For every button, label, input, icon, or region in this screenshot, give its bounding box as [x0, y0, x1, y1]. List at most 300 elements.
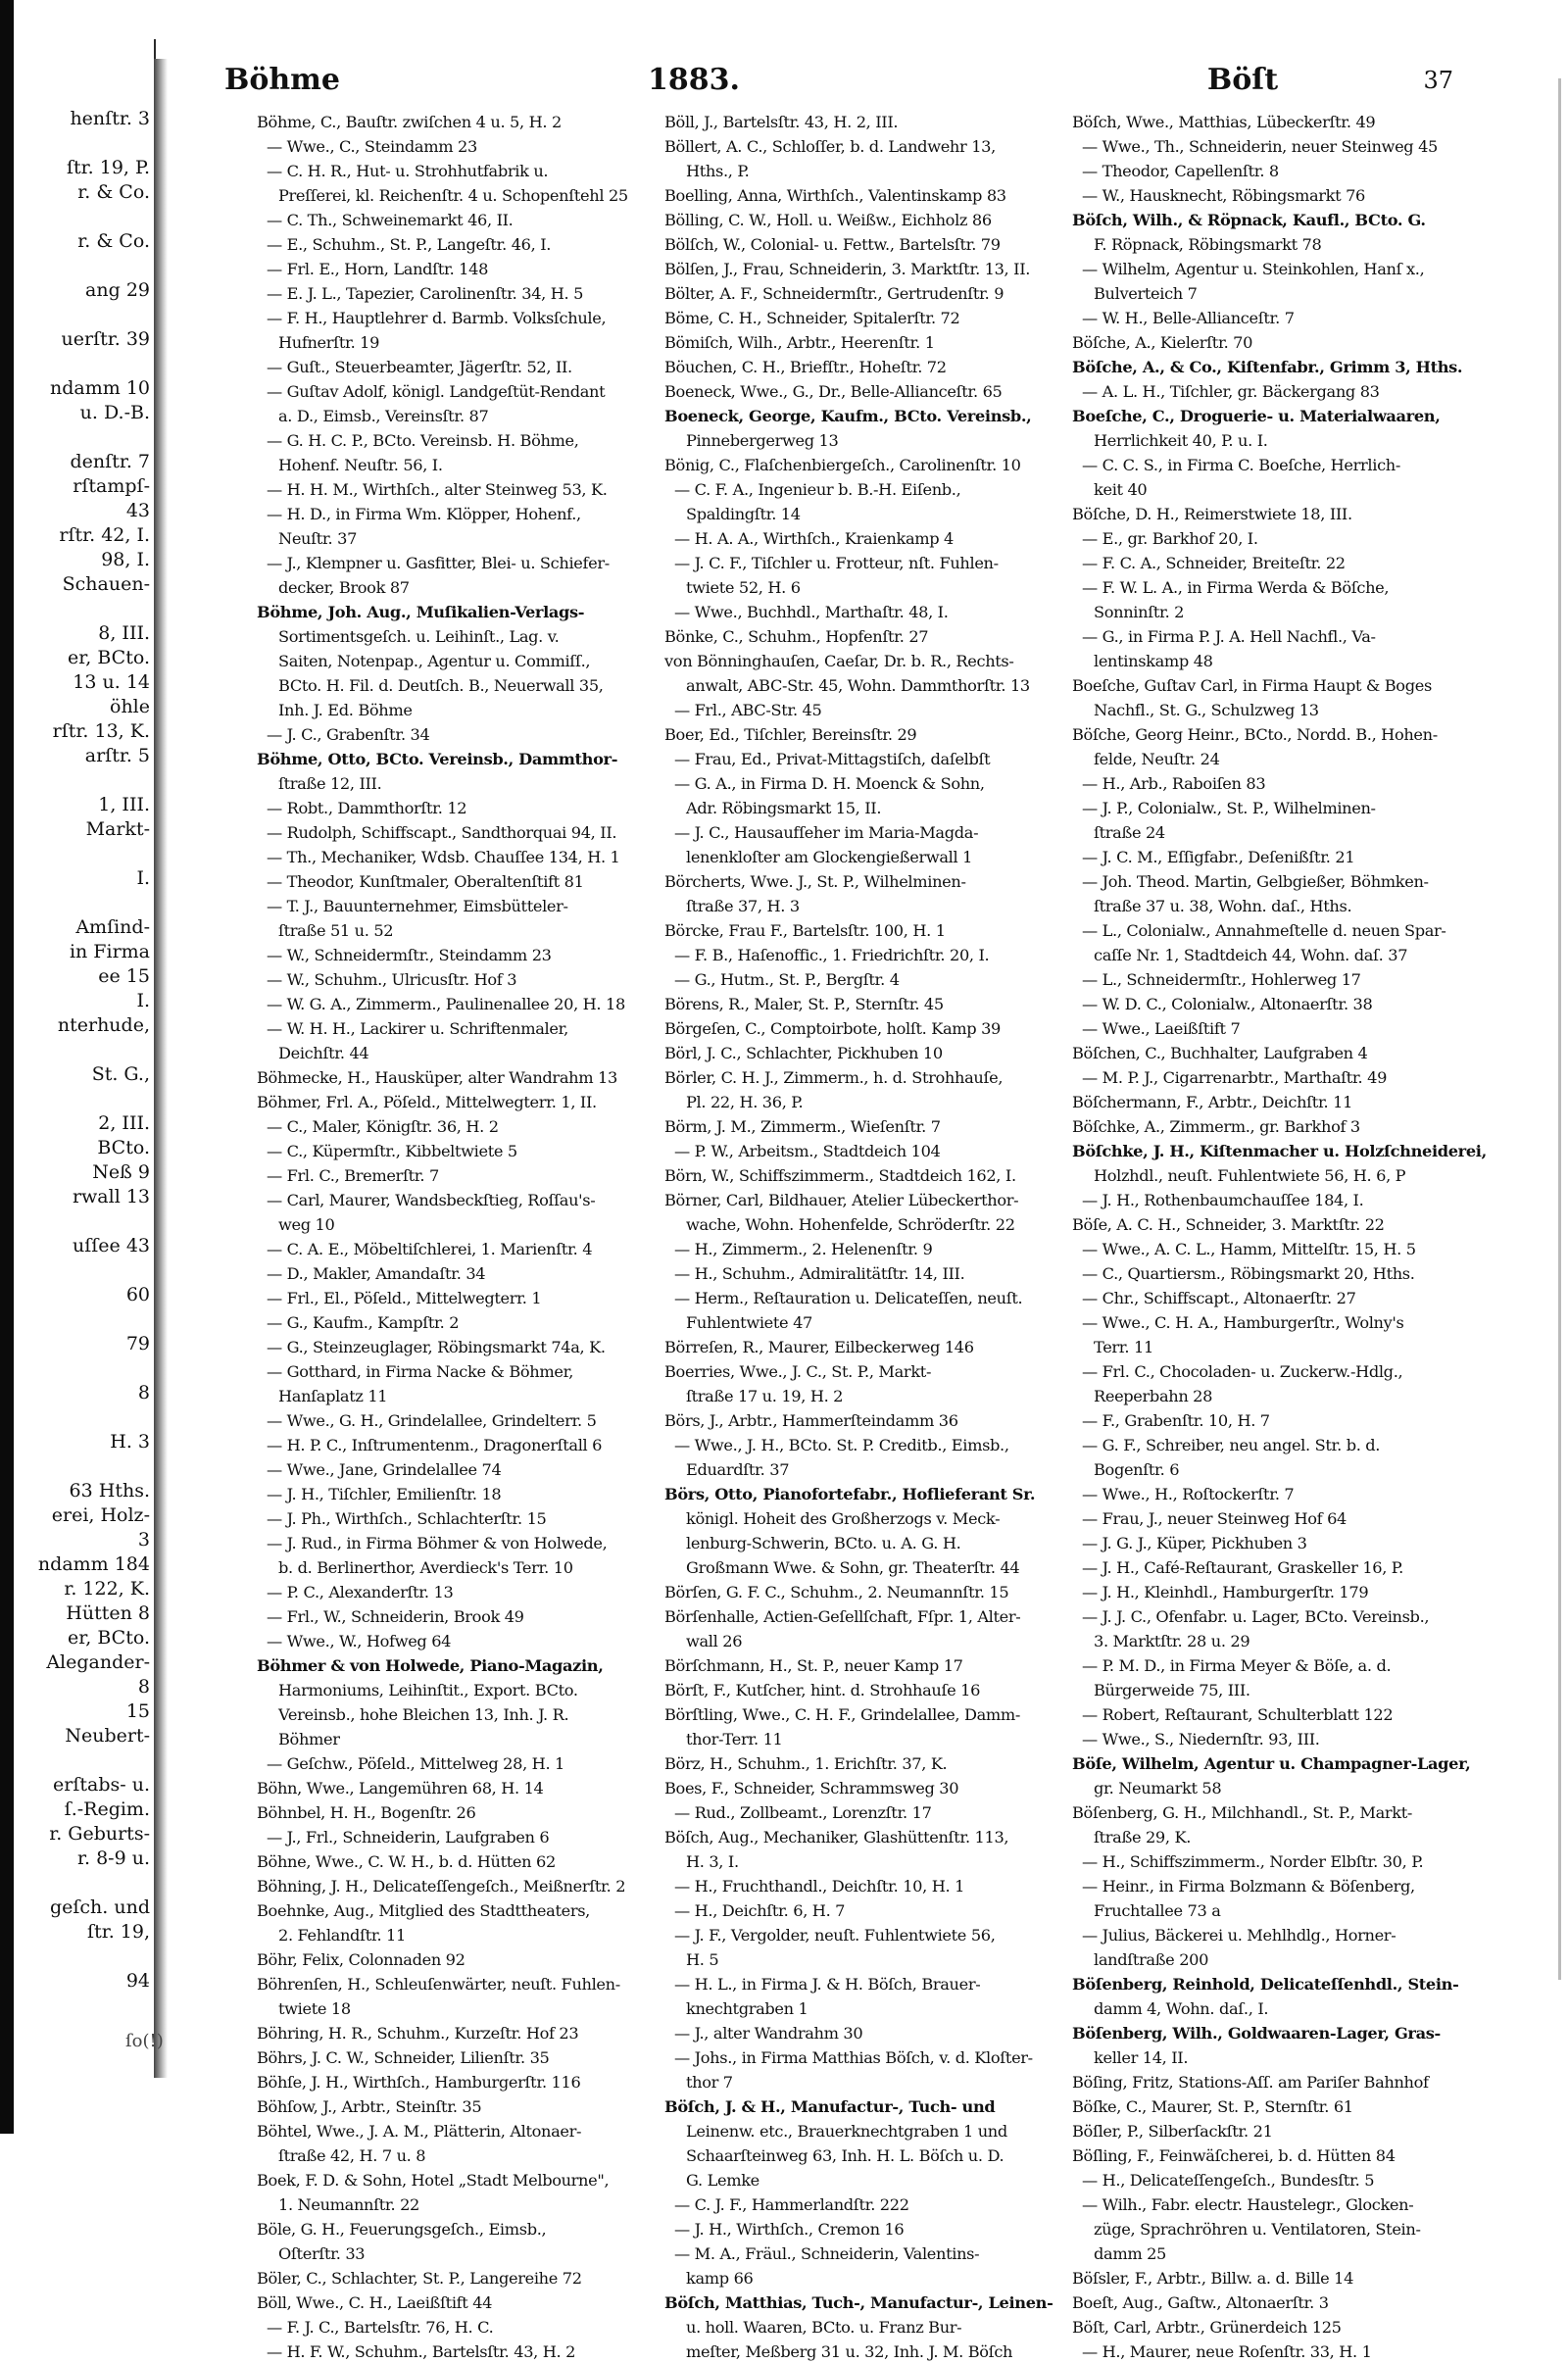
entry-continuation-line: thor 7	[686, 2073, 733, 2092]
previous-page-fragment: ee 15	[98, 965, 150, 987]
entry-continuation-line: Neuſtr. 37	[278, 529, 358, 548]
header-year: 1883.	[648, 63, 740, 97]
entry-continuation-line: Pinnebergerweg 13	[686, 431, 839, 450]
directory-entry-line: — G., Kaufm., Kampſtr. 2	[267, 1313, 460, 1332]
entry-continuation-line: gr. Neumarkt 58	[1094, 1779, 1222, 1798]
directory-entry-line: — M. P. J., Cigarrenarbtr., Marthaſtr. 49	[1082, 1068, 1388, 1087]
directory-entry-line: Böſsler, F., Arbtr., Billw. a. d. Bille 14	[1072, 2269, 1354, 2288]
directory-entry-line: — Geſchw., Pöſeld., Mittelweg 28, H. 1	[267, 1754, 564, 1773]
entry-continuation-line: meſter, Meßberg 31 u. 32, Inh. J. M. Böſch	[686, 2342, 1013, 2361]
book-gutter-shadow	[154, 59, 168, 2078]
entry-continuation-line: felde, Neuſtr. 24	[1094, 750, 1220, 768]
directory-entry-line: Bönke, C., Schuhm., Hopfenſtr. 27	[664, 627, 929, 646]
previous-page-fragment: erei, Holz-	[51, 1504, 150, 1526]
entry-continuation-line: ſtraße 37, H. 3	[686, 897, 800, 915]
directory-entry-line: — Frl., El., Pöſeld., Mittelwegterr. 1	[267, 1289, 542, 1307]
entry-continuation-line: a. D., Eimsb., Vereinsſtr. 87	[278, 407, 489, 425]
entry-continuation-line: ſtraße 29, K.	[1094, 1828, 1192, 1847]
directory-entry-line: Boeneck, Wwe., G., Dr., Belle-Allianceſtr. 65	[664, 382, 1003, 401]
previous-page-fragment: in Firma	[69, 941, 150, 962]
directory-entry-line: — C. H. R., Hut- u. Strohhutfabrik u.	[267, 162, 549, 180]
directory-entry-line: — W., Hausknecht, Röbingsmarkt 76	[1082, 186, 1365, 205]
previous-page-fragment: Neß 9	[92, 1161, 150, 1183]
previous-page-fragment: ang 29	[85, 279, 150, 301]
directory-entry-line: — M. A., Fräul., Schneiderin, Valentins-	[674, 2244, 980, 2263]
entry-continuation-line: königl. Hoheit des Großherzogs v. Meck-	[686, 1509, 1001, 1528]
entry-continuation-line: Schaarſteinweg 63, Inh. H. L. Böſch u. D.	[686, 2146, 1004, 2165]
directory-entry-line: Böſchke, J. H., Kiſtenmacher u. Holzſchneiderei,	[1072, 1142, 1487, 1160]
directory-entry-line: — C. C. S., in Firma C. Boeſche, Herrlich-	[1082, 456, 1400, 474]
directory-entry-line: Boeſche, C., Droguerie- u. Materialwaaren,	[1072, 407, 1441, 425]
directory-entry-line: Böſe, Wilhelm, Agentur u. Champagner-Lager,	[1072, 1754, 1471, 1773]
entry-continuation-line: Sortimentsgeſch. u. Leihinſt., Lag. v.	[278, 627, 560, 646]
directory-entry-line: Böle, G. H., Feuerungsgeſch., Eimsb.,	[257, 2220, 547, 2239]
entry-continuation-line: weg 10	[278, 1215, 335, 1234]
directory-entry-line: — Wwe., J. H., BCto. St. P. Creditb., Eimsb.,	[674, 1436, 1009, 1454]
previous-page-fragment: BCto.	[97, 1137, 150, 1158]
directory-entry-line: — Robt., Dammthorſtr. 12	[267, 799, 467, 817]
directory-entry-line: — J. C. M., Eſſigfabr., Deſenißſtr. 21	[1082, 848, 1355, 866]
directory-entry-line: Böſt, Carl, Arbtr., Grünerdeich 125	[1072, 2318, 1342, 2337]
directory-entry-line: — J. H., Kleinhdl., Hamburgerſtr. 179	[1082, 1583, 1369, 1601]
entry-continuation-line: Preſſerei, kl. Reichenſtr. 4 u. Schopenſtehl 25	[278, 186, 628, 205]
entry-continuation-line: Terr. 11	[1094, 1338, 1153, 1356]
directory-entry-line: Börs, Otto, Pianofortefabr., Hoflieferant Sr.	[664, 1485, 1036, 1503]
directory-entry-line: Böuchen, C. H., Briefſtr., Hoheſtr. 72	[664, 358, 947, 376]
directory-entry-line: Boehnke, Aug., Mitglied des Stadttheaters,	[257, 1901, 590, 1920]
entry-continuation-line: Bürgerweide 75, III.	[1094, 1681, 1250, 1699]
previous-page-fragment: er, BCto.	[68, 647, 150, 668]
directory-entry-line: — Frau, J., neuer Steinweg Hof 64	[1082, 1509, 1347, 1528]
previous-page-fragment: Schauen-	[62, 573, 150, 595]
directory-entry-line: Böler, C., Schlachter, St. P., Langereihe 72	[257, 2269, 582, 2288]
directory-entry-line: Böſch, Wilh., & Röpnack, Kaufl., BCto. G.	[1072, 211, 1426, 229]
entry-continuation-line: G. Lemke	[686, 2171, 760, 2190]
directory-entry-line: von Bönninghauſen, Caeſar, Dr. b. R., Rechts-	[664, 652, 1014, 670]
entry-continuation-line: Hths., P.	[686, 162, 750, 180]
previous-page-fragment: denſtr. 7	[70, 451, 150, 472]
directory-entry-line: — H., Zimmerm., 2. Helenenſtr. 9	[674, 1240, 933, 1258]
directory-entry-line: — J. J. C., Ofenfabr. u. Lager, BCto. Vereinsb.,	[1082, 1607, 1430, 1626]
directory-entry-line: Böſenberg, Reinhold, Delicateſſenhdl., Stein-	[1072, 1975, 1459, 1994]
entry-continuation-line: keller 14, II.	[1094, 2048, 1189, 2067]
directory-entry-line: — Frl. C., Bremerſtr. 7	[267, 1166, 439, 1185]
directory-entry-line: Böll, Wwe., C. H., Laeißſtift 44	[257, 2293, 493, 2312]
entry-continuation-line: Fuhlentwiete 47	[686, 1313, 812, 1332]
previous-page-fragment: r. 8-9 u.	[77, 1847, 150, 1869]
directory-entry-line: Böhrenſen, H., Schleuſenwärter, neuſt. Fuhlen-	[257, 1975, 620, 1994]
entry-continuation-line: 3. Marktſtr. 28 u. 29	[1094, 1632, 1250, 1650]
directory-entry-line: — C., Maler, Königſtr. 36, H. 2	[267, 1117, 499, 1136]
directory-entry-line: Boek, F. D. & Sohn, Hotel „Stadt Melbourne",	[257, 2171, 610, 2190]
directory-entry-line: — Wwe., C. H. A., Hamburgerſtr., Wolny's	[1082, 1313, 1404, 1332]
directory-entry-line: Böſch, Matthias, Tuch-, Manufactur-, Leinen-	[664, 2293, 1054, 2312]
previous-page-fragment: 3	[137, 1529, 150, 1551]
previous-page-fragment: ndamm 10	[50, 377, 150, 399]
directory-entry-line: Böhne, Wwe., C. W. H., b. d. Hütten 62	[257, 1852, 556, 1871]
entry-continuation-line: H. 5	[686, 1950, 719, 1969]
directory-entry-line: — E., Schuhm., St. P., Langeſtr. 46, I.	[267, 235, 552, 254]
directory-entry-line: — Wwe., G. H., Grindelallee, Grindelterr. 5	[267, 1411, 597, 1430]
entry-continuation-line: ſtraße 37 u. 38, Wohn. daſ., Hths.	[1094, 897, 1352, 915]
previous-page-fragment: Alegander-	[46, 1651, 150, 1673]
directory-entry-line: — Theodor, Capellenſtr. 8	[1082, 162, 1279, 180]
entry-continuation-line: ſtraße 24	[1094, 823, 1165, 842]
directory-entry-line: Börſtling, Wwe., C. H. F., Grindelallee, Damm-	[664, 1705, 1021, 1724]
directory-entry-line: Bölling, C. W., Holl. u. Weißw., Eichholz 86	[664, 211, 992, 229]
directory-entry-line: — F. J. C., Bartelsſtr. 76, H. C.	[267, 2318, 494, 2337]
directory-entry-line: — Robert, Reſtaurant, Schulterblatt 122	[1082, 1705, 1394, 1724]
directory-entry-line: — H. A. A., Wirthſch., Kraienkamp 4	[674, 529, 954, 548]
directory-entry-line: Böſler, P., Silberſackſtr. 21	[1072, 2122, 1273, 2141]
directory-entry-line: — E. J. L., Tapezier, Carolinenſtr. 34, H. 5	[267, 284, 584, 303]
directory-entry-line: Böme, C. H., Schneider, Spitalerſtr. 72	[664, 309, 960, 327]
entry-continuation-line: keit 40	[1094, 480, 1148, 499]
directory-entry-line: — J. H., Wirthſch., Cremon 16	[674, 2220, 905, 2239]
previous-page-fragment: öhle	[110, 696, 150, 717]
directory-entry-line: Böſche, A., Kielerſtr. 70	[1072, 333, 1253, 352]
directory-entry-line: — Wwe., A. C. L., Hamm, Mittelſtr. 15, H. 5	[1082, 1240, 1416, 1258]
entry-continuation-line: thor-Terr. 11	[686, 1730, 783, 1748]
directory-entry-line: — Frl., ABC-Str. 45	[674, 701, 822, 719]
directory-entry-line: — H. P. C., Inſtrumentenm., Dragonerſtall 6	[267, 1436, 603, 1454]
directory-entry-line: — W., Schneidermſtr., Steindamm 23	[267, 946, 552, 964]
entry-continuation-line: Saiten, Notenpap., Agentur u. Commiſſ.,	[278, 652, 591, 670]
directory-entry-line: Börens, R., Maler, St. P., Sternſtr. 45	[664, 995, 944, 1013]
page-header	[86, 61, 1453, 100]
directory-entry-line: — Johs., in Firma Matthias Böſch, v. d. Kloſter-	[674, 2048, 1033, 2067]
previous-page-fragment: 60	[125, 1284, 150, 1305]
directory-entry-line: — W. G. A., Zimmerm., Paulinenallee 20, H. 18	[267, 995, 625, 1013]
directory-entry-line: Böſche, D. H., Reimerstwiete 18, III.	[1072, 505, 1352, 523]
directory-entry-line: — Theodor, Kunſtmaler, Oberaltenſtift 81	[267, 872, 584, 891]
directory-entry-line: Böhmer, Frl. A., Pöſeld., Mittelwegterr. 1, II.	[257, 1093, 597, 1111]
directory-entry-line: Böſch, J. & H., Manufactur-, Tuch- und	[664, 2097, 996, 2116]
previous-page-fragment: rſtr. 42, I.	[59, 524, 150, 546]
directory-entry-line: — Joh. Theod. Martin, Gelbgießer, Böhmken-	[1082, 872, 1429, 891]
entry-continuation-line: ſtraße 51 u. 52	[278, 921, 394, 940]
bottom-stamp: ſo(!)	[125, 2031, 164, 2051]
directory-entry-line: Böſch, Wwe., Matthias, Lübeckerſtr. 49	[1072, 113, 1376, 131]
entry-continuation-line: b. d. Berlinerthor, Averdieck's Terr. 10	[278, 1558, 573, 1577]
directory-entry-line: Boelling, Anna, Wirthſch., Valentinskamp 83	[664, 186, 1006, 205]
directory-entry-line: — G., in Firma P. J. A. Hell Nachfl., Va-	[1082, 627, 1376, 646]
page-edge-line	[1558, 78, 1561, 1980]
previous-page-fragment: I.	[136, 867, 150, 889]
entry-continuation-line: Bogenſtr. 6	[1094, 1460, 1180, 1479]
previous-page-fragment: ndamm 184	[37, 1553, 150, 1575]
directory-entry-line: — J. G. J., Küper, Pickhuben 3	[1082, 1534, 1307, 1552]
directory-entry-line: — Frl., W., Schneiderin, Brook 49	[267, 1607, 524, 1626]
previous-page-fragment: henſtr. 3	[70, 108, 150, 129]
entry-continuation-line: Eduardſtr. 37	[686, 1460, 790, 1479]
directory-entry-line: — J. P., Colonialw., St. P., Wilhelminen-	[1082, 799, 1376, 817]
entry-continuation-line: Hohenf. Neuſtr. 56, I.	[278, 456, 443, 474]
entry-continuation-line: ſtraße 42, H. 7 u. 8	[278, 2146, 426, 2165]
directory-entry-line: Börn, W., Schiffszimmerm., Stadtdeich 162, I.	[664, 1166, 1016, 1185]
entry-continuation-line: twiete 52, H. 6	[686, 578, 801, 597]
entry-continuation-line: Böhmer	[278, 1730, 340, 1748]
previous-page-fragment: nterhude,	[57, 1014, 150, 1036]
directory-entry-line: Börcherts, Wwe. J., St. P., Wilhelminen-	[664, 872, 966, 891]
directory-entry-line: — Chr., Schiffscapt., Altonaerſtr. 27	[1082, 1289, 1356, 1307]
entry-continuation-line: Reeperbahn 28	[1094, 1387, 1213, 1405]
previous-page-fragment: I.	[136, 990, 150, 1011]
entry-continuation-line: BCto. H. Fil. d. Deutſch. B., Neuerwall 35,	[278, 676, 604, 695]
directory-entry-line: — Wwe., Laeißſtift 7	[1082, 1019, 1241, 1038]
directory-entry-line: Börs, J., Arbtr., Hammerſteindamm 36	[664, 1411, 958, 1430]
directory-entry-line: — H. H. M., Wirthſch., alter Steinweg 53, K.	[267, 480, 608, 499]
directory-entry-line: Böhnbel, H. H., Bogenſtr. 26	[257, 1803, 476, 1822]
previous-page-fragment: r. & Co.	[77, 230, 150, 252]
directory-entry-line: — H., Delicateſſengeſch., Bundesſtr. 5	[1082, 2171, 1375, 2190]
directory-entry-line: — H. L., in Firma J. & H. Böſch, Brauer-	[674, 1975, 981, 1994]
previous-page-fragment: ſ.-Regim.	[64, 1798, 150, 1820]
directory-entry-line: — C., Küpermſtr., Kibbeltwiete 5	[267, 1142, 517, 1160]
directory-entry-line: — Wilh., Fabr. electr. Haustelegr., Glocken-	[1082, 2195, 1414, 2214]
directory-entry-line: — F. H., Hauptlehrer d. Barmb. Volksſchule,	[267, 309, 607, 327]
directory-entry-line: — J. H., Tiſchler, Emilienſtr. 18	[267, 1485, 502, 1503]
directory-entry-line: — J. Ph., Wirthſch., Schlachterſtr. 15	[267, 1509, 547, 1528]
directory-entry-line: — F. C. A., Schneider, Breiteſtr. 22	[1082, 554, 1346, 572]
directory-entry-line: Börz, H., Schuhm., 1. Erichſtr. 37, K.	[664, 1754, 948, 1773]
entry-continuation-line: Hufnerſtr. 19	[278, 333, 380, 352]
previous-page-fragment: 94	[125, 1970, 150, 1992]
directory-entry-line: — P. W., Arbeitsm., Stadtdeich 104	[674, 1142, 941, 1160]
directory-entry-line: — C., Quartiersm., Röbingsmarkt 20, Hths.	[1082, 1264, 1415, 1283]
directory-entry-line: Böſe, A. C. H., Schneider, 3. Marktſtr. 22	[1072, 1215, 1385, 1234]
previous-page-fragment: 8	[137, 1382, 150, 1404]
directory-entry-line: — Frau, Ed., Privat-Mittagstiſch, daſelbſt	[674, 750, 991, 768]
directory-entry-line: — H. D., in Firma Wm. Klöpper, Hohenf.,	[267, 505, 581, 523]
entry-continuation-line: Hanſaplatz 11	[278, 1387, 388, 1405]
directory-entry-line: — Wwe., S., Niedernſtr. 93, III.	[1082, 1730, 1320, 1748]
previous-page-fragment: Amſind-	[75, 916, 150, 938]
entry-continuation-line: Holzhdl., neuſt. Fuhlentwiete 56, H. 6, P	[1094, 1166, 1406, 1185]
directory-entry-line: Börreſen, R., Maurer, Eilbeckerweg 146	[664, 1338, 974, 1356]
directory-entry-line: Böhme, Joh. Aug., Muſikalien-Verlags-	[257, 603, 585, 621]
directory-entry-line: Böll, J., Bartelsſtr. 43, H. 2, III.	[664, 113, 899, 131]
directory-entry-line: — Wwe., W., Hofweg 64	[267, 1632, 452, 1650]
entry-continuation-line: Großmann Wwe. & Sohn, gr. Theaterſtr. 44	[686, 1558, 1020, 1577]
previous-page-fragment: 1, III.	[98, 794, 150, 815]
directory-entry-line: Börgeſen, C., Comptoirbote, holſt. Kamp 39	[664, 1019, 1001, 1038]
previous-page-fragment: ſtr. 19, P.	[67, 157, 150, 178]
previous-page-fragment: 79	[125, 1333, 150, 1354]
directory-entry-line: — W., Schuhm., Ulricusſtr. Hof 3	[267, 970, 517, 989]
entry-continuation-line: Deichſtr. 44	[278, 1044, 369, 1062]
previous-page-fragment: St. G.,	[91, 1063, 150, 1085]
entry-continuation-line: decker, Brook 87	[278, 578, 410, 597]
entry-continuation-line: züge, Sprachröhren u. Ventilatoren, Stein-	[1094, 2220, 1421, 2239]
previous-page-fragment: rſtampſ-	[73, 475, 150, 497]
header-right-keyword: Böſt	[1206, 63, 1279, 97]
directory-entry-line: — Heinr., in Firma Bolzmann & Böſenberg,	[1082, 1877, 1415, 1896]
directory-entry-line: Börſchmann, H., St. P., neuer Kamp 17	[664, 1656, 963, 1675]
entry-continuation-line: twiete 18	[278, 1999, 351, 2018]
entry-continuation-line: kamp 66	[686, 2269, 754, 2288]
entry-continuation-line: 2. Fehlandſtr. 11	[278, 1926, 406, 1945]
previous-page-fragment: 63 Hths.	[69, 1480, 150, 1502]
directory-entry-line: — J. C., Hausaufſeher im Maria-Magda-	[674, 823, 979, 842]
directory-entry-line: — F. W. L. A., in Firma Werda & Böſche,	[1082, 578, 1390, 597]
directory-entry-line: Börcke, Frau F., Bartelsſtr. 100, H. 1	[664, 921, 946, 940]
directory-entry-line: — Wwe., H., Roſtockerſtr. 7	[1082, 1485, 1295, 1503]
previous-page-fragment: 8	[137, 1676, 150, 1698]
directory-entry-line: — Wwe., C., Steindamm 23	[267, 137, 477, 156]
scan-border	[0, 0, 14, 2134]
previous-page-fragment: geſch. und	[49, 1896, 150, 1918]
directory-entry-line: — H. F. W., Schuhm., Bartelsſtr. 43, H. 2	[267, 2342, 576, 2361]
previous-page-fragment: uſſee 43	[72, 1235, 150, 1256]
directory-entry-line: Böhme, Otto, BCto. Vereinsb., Dammthor-	[257, 750, 618, 768]
directory-entry-line: Bölter, A. F., Schneidermſtr., Gertrudenſtr. 9	[664, 284, 1004, 303]
directory-entry-line: Boeneck, George, Kaufm., BCto. Vereinsb.,	[664, 407, 1032, 425]
directory-entry-line: — J. F., Vergolder, neuſt. Fuhlentwiete 56,	[674, 1926, 996, 1945]
directory-entry-line: — G., Steinzeuglager, Röbingsmarkt 74a, K.	[267, 1338, 606, 1356]
previous-page-fragment: rwall 13	[72, 1186, 150, 1207]
directory-entry-line: — Rud., Zollbeamt., Lorenzſtr. 17	[674, 1803, 932, 1822]
directory-entry-line: Böhtel, Wwe., J. A. M., Plätterin, Altonaer-	[257, 2122, 582, 2141]
previous-page-fragment: r. Geburts-	[49, 1823, 150, 1845]
directory-entry-line: Bölſen, J., Frau, Schneiderin, 3. Marktſtr. 13, II.	[664, 260, 1031, 278]
directory-entry-line: — W. H. H., Lackirer u. Schriftenmaler,	[267, 1019, 568, 1038]
directory-entry-line: — H., Arb., Raboiſen 83	[1082, 774, 1266, 793]
directory-entry-line: — Carl, Maurer, Wandsbeckſtieg, Roſſau's-	[267, 1191, 596, 1209]
directory-entry-line: — W. H., Belle-Allianceſtr. 7	[1082, 309, 1295, 327]
directory-entry-line: — E., gr. Barkhof 20, I.	[1082, 529, 1258, 548]
entry-continuation-line: 1. Neumannſtr. 22	[278, 2195, 420, 2214]
directory-entry-line: — H., Schiffszimmerm., Norder Elbſtr. 30, P.	[1082, 1852, 1424, 1871]
directory-entry-line: — D., Makler, Amandaſtr. 34	[267, 1264, 486, 1283]
directory-entry-line: Börm, J. M., Zimmerm., Wieſenſtr. 7	[664, 1117, 941, 1136]
directory-entry-line: Böſling, F., Feinwäſcherei, b. d. Hütten 84	[1072, 2146, 1396, 2165]
directory-column-1	[257, 110, 649, 2361]
directory-entry-line: — Guſtav Adolf, königl. Landgeſtüt-Rendant	[267, 382, 606, 401]
directory-column-3	[1072, 110, 1487, 2361]
entry-continuation-line: Inh. J. Ed. Böhme	[278, 701, 413, 719]
previous-page-fragment: erſtabs- u.	[53, 1774, 150, 1796]
directory-entry-line: Boer, Ed., Tiſchler, Bereinsſtr. 29	[664, 725, 917, 744]
directory-column-2	[664, 110, 1056, 2361]
directory-entry-line: Boeſche, Guſtav Carl, in Firma Haupt & Boges	[1072, 676, 1432, 695]
directory-entry-line: Böhrs, J. C. W., Schneider, Lilienſtr. 35	[257, 2048, 550, 2067]
entry-continuation-line: Fruchtallee 73 a	[1094, 1901, 1221, 1920]
previous-page-fragment: 43	[125, 500, 150, 521]
directory-entry-line: — C. J. F., Hammerlandſtr. 222	[674, 2195, 909, 2214]
directory-entry-line: Böhſe, J. H., Wirthſch., Hamburgerſtr. 116	[257, 2073, 581, 2092]
directory-entry-line: Bömiſch, Wilh., Arbtr., Heerenſtr. 1	[664, 333, 935, 352]
entry-continuation-line: H. 3, I.	[686, 1852, 739, 1871]
directory-entry-line: — G. F., Schreiber, neu angel. Str. b. d.	[1082, 1436, 1381, 1454]
directory-entry-line: — J., alter Wandrahm 30	[674, 2024, 863, 2043]
directory-entry-line: Böhn, Wwe., Langemühren 68, H. 14	[257, 1779, 544, 1798]
directory-entry-line: — J. C. F., Tiſchler u. Frotteur, nſt. Fuhlen-	[674, 554, 999, 572]
directory-entry-line: — P. C., Alexanderſtr. 13	[267, 1583, 454, 1601]
directory-entry-line: Böſenberg, Wilh., Goldwaaren-Lager, Gras-	[1072, 2024, 1441, 2043]
directory-entry-line: Böſing, Fritz, Stations-Aſſ. am Pariſer Bahnhof	[1072, 2073, 1429, 2092]
directory-entry-line: Böſchen, C., Buchhalter, Laufgraben 4	[1072, 1044, 1368, 1062]
directory-entry-line: — H., Deichſtr. 6, H. 7	[674, 1901, 846, 1920]
entry-continuation-line: F. Röpnack, Röbingsmarkt 78	[1094, 235, 1322, 254]
directory-entry-line: Bölſch, W., Colonial- u. Fettw., Bartelsſtr. 79	[664, 235, 1001, 254]
directory-entry-line: Böhning, J. H., Delicateſſengeſch., Meißnerſtr. 2	[257, 1877, 626, 1896]
directory-entry-line: — J., Frl., Schneiderin, Laufgraben 6	[267, 1828, 550, 1847]
previous-page-fragment: 15	[125, 1700, 150, 1722]
entry-continuation-line: Harmoniums, Leihinſtit., Export. BCto.	[278, 1681, 578, 1699]
entry-continuation-line: damm 25	[1094, 2244, 1167, 2263]
directory-entry-line: — Wwe., Th., Schneiderin, neuer Steinweg 45	[1082, 137, 1439, 156]
directory-entry-line: Bönig, C., Flaſchenbiergeſch., Carolinenſtr. 10	[664, 456, 1021, 474]
directory-entry-line: Börl, J. C., Schlachter, Pickhuben 10	[664, 1044, 943, 1062]
entry-continuation-line: lentinskamp 48	[1094, 652, 1213, 670]
entry-continuation-line: lenburg-Schwerin, BCto. u. A. G. H.	[686, 1534, 961, 1552]
directory-entry-line: Böſche, Georg Heinr., BCto., Nordd. B., Hohen-	[1072, 725, 1438, 744]
directory-entry-line: — A. L. H., Tiſchler, gr. Bäckergang 83	[1082, 382, 1380, 401]
previous-page-fragment: uerſtr. 39	[61, 328, 150, 350]
directory-entry-line: — Wwe., Jane, Grindelallee 74	[267, 1460, 502, 1479]
directory-entry-line: Böſke, C., Maurer, St. P., Sternſtr. 61	[1072, 2097, 1353, 2116]
directory-entry-line: — Gotthard, in Firma Nacke & Böhmer,	[267, 1362, 573, 1381]
directory-entry-line: — J. H., Café-Reſtaurant, Graskeller 16, P.	[1082, 1558, 1403, 1577]
directory-entry-line: — F. B., Haſenoffic., 1. Friedrichſtr. 20, I.	[674, 946, 990, 964]
entry-continuation-line: Spaldingſtr. 14	[686, 505, 801, 523]
directory-entry-line: Börner, Carl, Bildhauer, Atelier Lübeckerthor-	[664, 1191, 1019, 1209]
entry-continuation-line: Oſterſtr. 33	[278, 2244, 366, 2263]
directory-entry-line: — H., Fruchthandl., Deichſtr. 10, H. 1	[674, 1877, 965, 1896]
directory-entry-line: — L., Colonialw., Annahmeſtelle d. neuen Spar-	[1082, 921, 1446, 940]
previous-page-fragment: 98, I.	[101, 549, 150, 570]
entry-continuation-line: Herrlichkeit 40, P. u. I.	[1094, 431, 1268, 450]
entry-continuation-line: Sonninſtr. 2	[1094, 603, 1185, 621]
entry-continuation-line: anwalt, ABC-Str. 45, Wohn. Dammthorſtr. 13	[686, 676, 1030, 695]
directory-entry-line: — Rudolph, Schiffscapt., Sandthorquai 94, II.	[267, 823, 617, 842]
previous-page-fragment: r. 122, K.	[64, 1578, 150, 1600]
directory-entry-line: — T. J., Bauunternehmer, Eimsbütteler-	[267, 897, 568, 915]
previous-page-fragment: Hütten 8	[66, 1602, 150, 1624]
directory-entry-line: — G. A., in Firma D. H. Moenck & Sohn,	[674, 774, 985, 793]
previous-page-fragment: r. & Co.	[77, 181, 150, 203]
page-number: 37	[1423, 67, 1453, 94]
directory-entry-line: — C. F. A., Ingenieur b. B.-H. Eiſenb.,	[674, 480, 961, 499]
header-left-keyword: Böhme	[223, 63, 340, 97]
previous-page-fragment: H. 3	[110, 1431, 150, 1453]
directory-entry-line: Börſt, F., Kutſcher, hint. d. Strohhauſe 16	[664, 1681, 981, 1699]
previous-page-fragment: 2, III.	[98, 1112, 150, 1134]
directory-entry-line: — Wilhelm, Agentur u. Steinkohlen, Hanſ x.,	[1082, 260, 1425, 278]
entry-continuation-line: lenenkloſter am Glockengießerwall 1	[686, 848, 973, 866]
directory-entry-line: Böhmer & von Holwede, Piano-Magazin,	[257, 1656, 604, 1675]
directory-entry-line: — J. C., Grabenſtr. 34	[267, 725, 430, 744]
directory-entry-line: Böllert, A. C., Schloſſer, b. d. Landwehr 13,	[664, 137, 996, 156]
directory-entry-line: — L., Schneidermſtr., Hohlerweg 17	[1082, 970, 1361, 989]
previous-page-fragment: Markt-	[85, 818, 150, 840]
directory-entry-line: — C. Th., Schweinemarkt 46, II.	[267, 211, 514, 229]
directory-entry-line: — J. Rud., in Firma Böhmer & von Holwede,	[267, 1534, 608, 1552]
previous-page-fragment: Neubert-	[65, 1725, 150, 1747]
entry-continuation-line: damm 4, Wohn. daſ., I.	[1094, 1999, 1269, 2018]
entry-continuation-line: landſtraße 200	[1094, 1950, 1209, 1969]
previous-page-fragment: 13 u. 14	[73, 671, 150, 693]
directory-entry-line: Boeſt, Aug., Gaſtw., Altonaerſtr. 3	[1072, 2293, 1329, 2312]
directory-entry-line: — Herm., Reſtauration u. Delicateſſen, neuſt.	[674, 1289, 1023, 1307]
entry-continuation-line: wall 26	[686, 1632, 743, 1650]
previous-page-fragment: er, BCto.	[68, 1627, 150, 1649]
directory-entry-line: Böſch, Aug., Mechaniker, Glashüttenſtr. 113,	[664, 1828, 1009, 1847]
directory-entry-line: Böhme, C., Bauſtr. zwiſchen 4 u. 5, H. 2	[257, 113, 562, 131]
directory-entry-line: — P. M. D., in Firma Meyer & Böſe, a. d.	[1082, 1656, 1392, 1675]
entry-continuation-line: caſſe Nr. 1, Stadtdeich 44, Wohn. daſ. 37	[1094, 946, 1408, 964]
